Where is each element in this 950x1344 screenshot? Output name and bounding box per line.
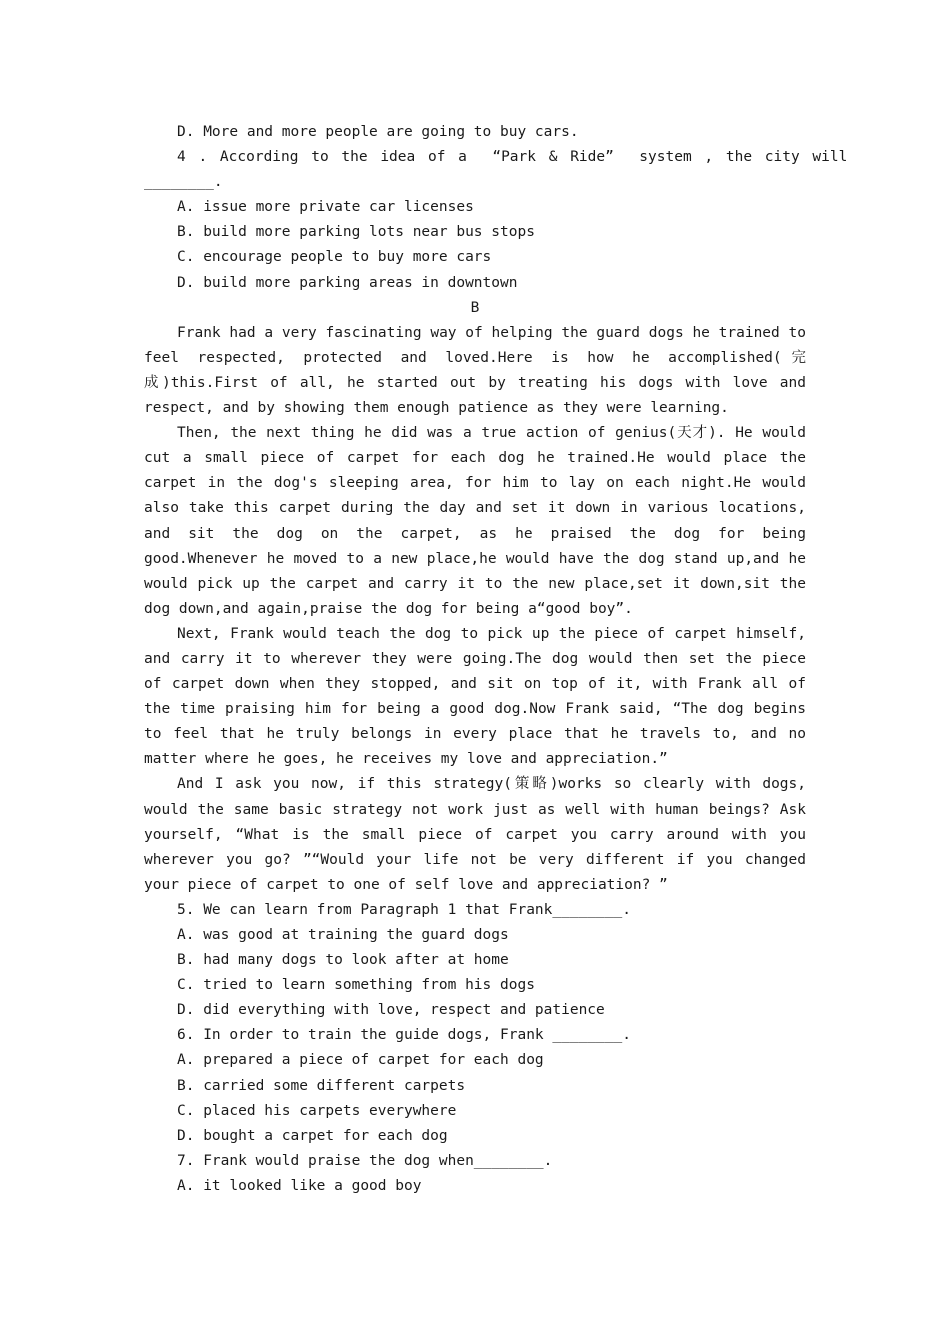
q7-option-a: A. it looked like a good boy <box>177 1177 422 1194</box>
section-heading: B <box>470 299 480 316</box>
q5-option-a: A. was good at training the guard dogs <box>177 927 509 943</box>
passage-paragraph-4: And I ask you now, if this strategy(策略)works so clearly with dogs, would the same basic strategy not work just as well with human beings? Ask yourself, “What is the small piece of carpet you carry around with you wherever you go? ”“Would your life not be very different if you changed your piece of carpet to one of self love and appreciation? ” <box>144 776 806 893</box>
q6-option-b: B. carried some different carpets <box>177 1077 466 1094</box>
q4-option-c: C. encourage people to buy more cars <box>177 249 492 266</box>
passage-paragraph-2: Then, the next thing he did was a true action of genius(天才). He would cut a small piece of carpet for each dog he trained.He would place the carpet in the dog's sleeping area, for him to lay on each night.He would also take this carpet during the day and set it down in various locations, and sit the dog on the carpet, as he praised the dog for being good.Whenever he moved to a new place,he would have the dog stand up,and he would pick up the carpet and carry it to the new place,set it down,sit the dog down,and again,praise the dog for being a“good boy”. <box>144 425 806 617</box>
passage-paragraph-3: Next, Frank would teach the dog to pick up the piece of carpet himself, and carry it to wherever they were going.The dog would then set the piece of carpet down when they stopped, and sit on top of it, with Frank all of the time praising him for being a good dog.Now Frank said, “The dog begins to feel that he truly belongs in every place that he travels to, and no matter where he goes, he receives my love and appreciation.” <box>144 625 806 768</box>
q4-option-a: A. issue more private car licenses <box>177 199 474 216</box>
q7-stem: 7. Frank would praise the dog when________. <box>177 1152 553 1169</box>
q6-stem: 6. In order to train the guide dogs, Frank ________. <box>177 1027 631 1044</box>
q4-option-d: D. build more parking areas in downtown <box>177 274 518 291</box>
q6-option-a: A. prepared a piece of carpet for each dog <box>177 1052 544 1069</box>
q5-stem: 5. We can learn from Paragraph 1 that Frank________. <box>177 901 631 918</box>
q4-stem-line2: ________. <box>144 174 223 191</box>
q6-option-c: C. placed his carpets everywhere <box>177 1102 457 1119</box>
q3-option-d: D. More and more people are going to buy cars. <box>177 124 579 140</box>
q5-option-c: C. tried to learn something from his dogs <box>177 977 535 994</box>
passage-paragraph-1: Frank had a very fascinating way of helping the guard dogs he trained to feel respected, protected and loved.Here is how he accomplished(完成)this.First of all, he started out by treating his dogs with love and respect, and by showing them enough patience as they were learning. <box>144 324 806 417</box>
q4-option-b: B. build more parking lots near bus stops <box>177 224 535 241</box>
document-page <box>144 120 848 1199</box>
q5-option-b: B. had many dogs to look after at home <box>177 952 509 969</box>
q6-option-d: D. bought a carpet for each dog <box>177 1127 448 1144</box>
q4-stem-line1: 4 . According to the idea of a “Park & Ride” system , the city will <box>177 149 848 166</box>
q5-option-d: D. did everything with love, respect and patience <box>177 1002 605 1019</box>
